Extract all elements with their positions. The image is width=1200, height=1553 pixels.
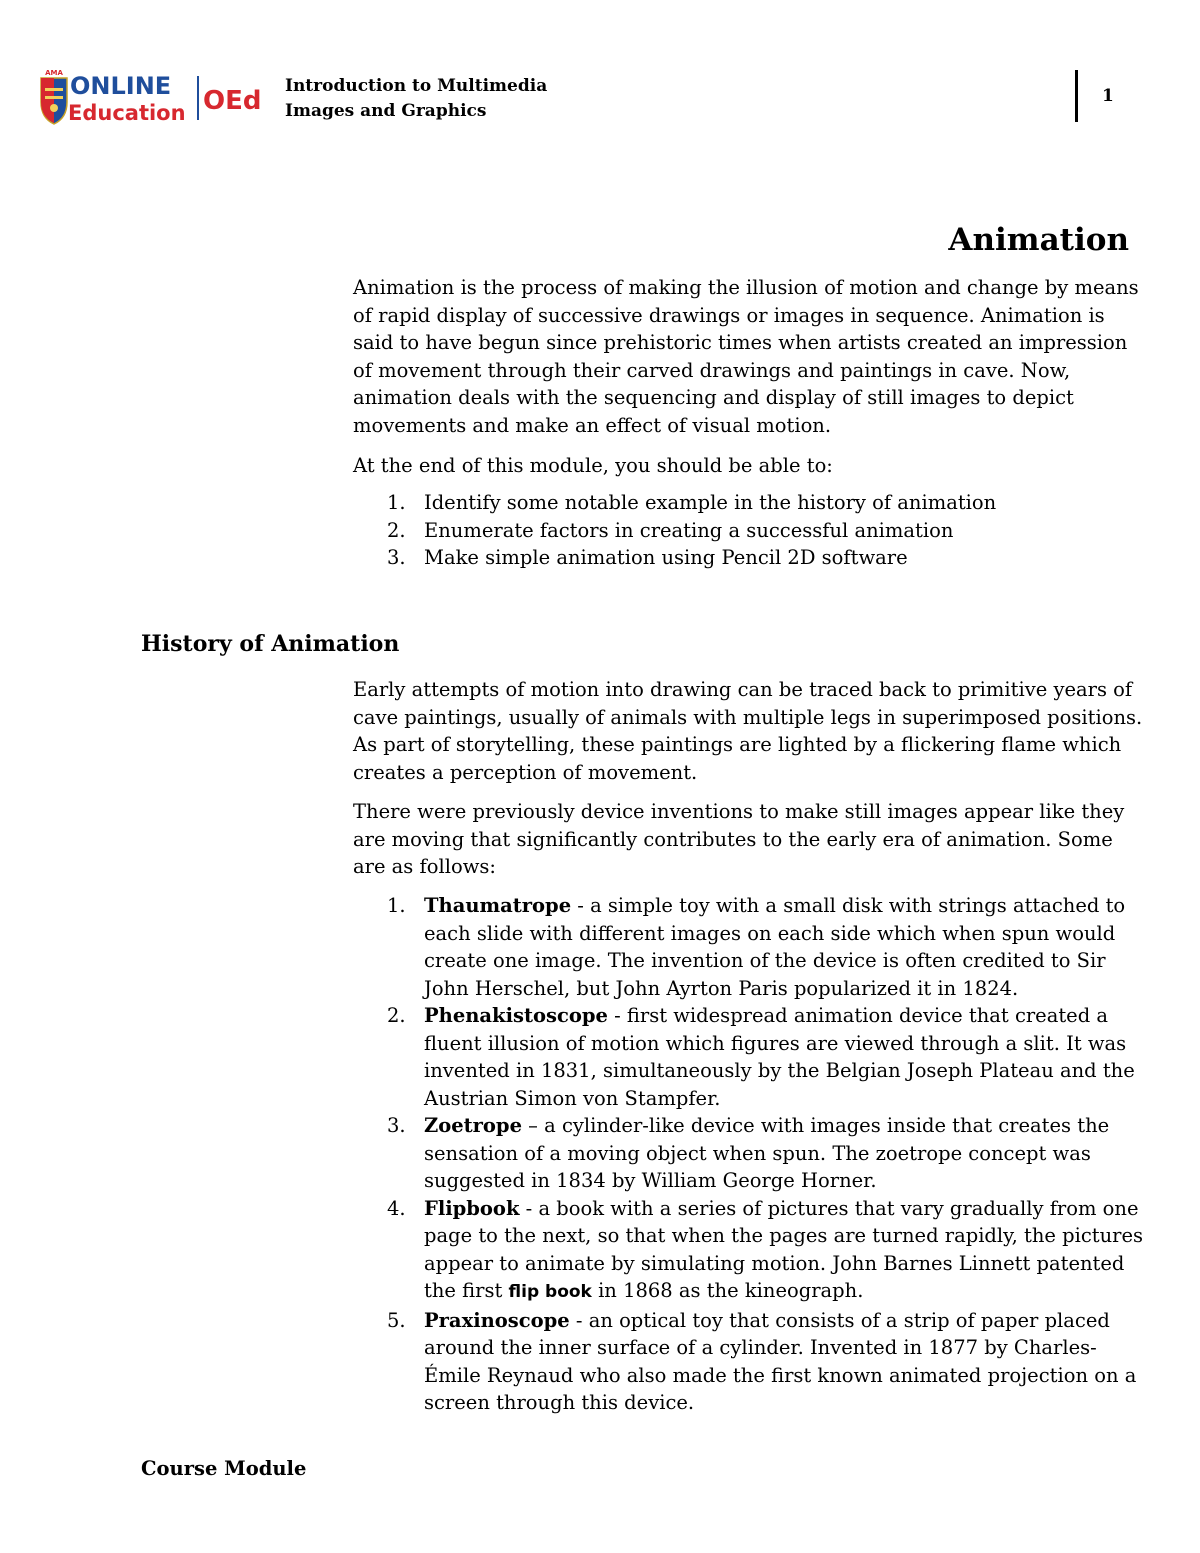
history-paragraph-1: Early attempts of motion into drawing can be traced back to primitive years of cave paintings, usually of animals with multiple legs in superimposed positions. As part of storytelling, these paintings are lighted by a flickering flame which creates a perception of movement. xyxy=(353,678,1143,784)
list-item-thaumatrope: 1. Thaumatrope - a simple toy with a small disk with strings attached to each slide with different images on each side which when spun would create one image. The invention of the device is often credited to Sir John Herschel, but John Ayrton Paris popularized it in 1824. xyxy=(387,894,1126,1000)
devices-list xyxy=(353,892,1145,1417)
page-number: 1 xyxy=(1102,86,1114,106)
ama-crest-icon xyxy=(41,69,67,124)
header-course-info xyxy=(285,74,547,124)
footer-course-module: Course Module xyxy=(141,1457,307,1480)
logo-brand-education: Education xyxy=(68,101,186,125)
header-divider xyxy=(1075,70,1078,122)
list-item-phenakistoscope: 2. Phenakistoscope - first widespread animation device that created a fluent illusion of motion which figures are viewed through a slit. It was invented in 1831, simultaneously by the Belgian Joseph Plateau and the Austrian Simon von Stampfer. xyxy=(387,1004,1135,1110)
list-item-flipbook: 4. Flipbook - a book with a series of pictures that vary gradually from one page to the next, so that when the pages are turned rapidly, the pictures appear to animate by simulating motion. John Barnes Linnett patented the first flip book in 1868 as the kineograph. xyxy=(387,1196,1144,1302)
logo-brand-online: ONLINE xyxy=(70,72,172,100)
svg-text:AMA: AMA xyxy=(45,69,63,77)
list-item: 2. Enumerate factors in creating a successful animation xyxy=(387,518,954,542)
online-education-logo xyxy=(37,68,272,126)
page-title: Animation xyxy=(948,222,1129,258)
intro-paragraph: Animation is the process of making the illusion of motion and change by means of rapid display of successive drawings or images in sequence. Animation is said to have begun since prehistoric times when artists created an impression of movement through their carved drawings and paintings in cave. Now, animation deals with the sequencing and display of still images to depict movements and make an effect of visual motion. xyxy=(353,276,1139,437)
list-item-zoetrope: 3. Zoetrope – a cylinder-like device with images inside that creates the sensation of a moving object when spun. The zoetrope concept was suggested in 1834 by William George Horner. xyxy=(387,1114,1110,1192)
objectives-lead: At the end of this module, you should be able to: xyxy=(353,454,833,477)
history-paragraph-2: There were previously device inventions to make still images appear like they are moving that significantly contributes to the early era of animation. Some are as follows: xyxy=(353,800,1125,878)
list-item: 3. Make simple animation using Pencil 2D software xyxy=(387,546,908,569)
logo-divider xyxy=(197,76,199,120)
objectives-list xyxy=(353,489,1145,572)
course-title: Introduction to Multimedia xyxy=(285,76,548,96)
list-item-praxinoscope: 5. Praxinoscope - an optical toy that consists of a strip of paper placed around the inner surface of a cylinder. Invented in 1877 by Charles-Émile Reynaud who also made the first known animated projection on a screen through this device. xyxy=(387,1308,1137,1414)
list-item: 1. Identify some notable example in the history of animation xyxy=(387,491,997,514)
course-subtitle: Images and Graphics xyxy=(285,101,487,121)
section-heading-history: History of Animation xyxy=(141,631,400,657)
logo-brand-oed: OEd xyxy=(203,86,262,116)
